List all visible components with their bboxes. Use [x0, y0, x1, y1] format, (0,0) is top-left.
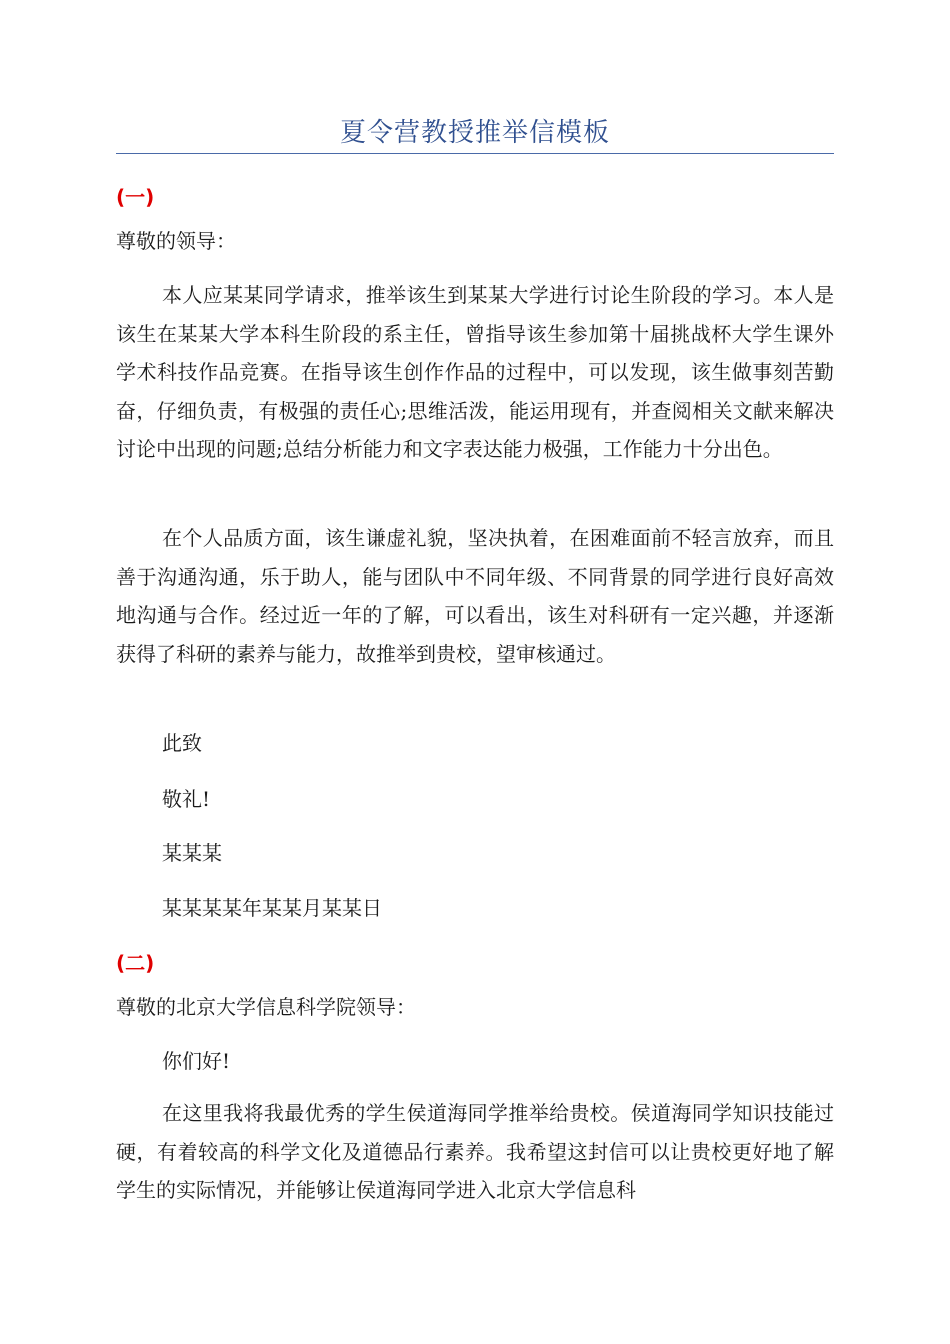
section-1-closing-1: 此致 [162, 731, 202, 755]
section-2-greeting: 你们好! [162, 1049, 231, 1073]
section-1-heading: (一) [116, 185, 155, 209]
section-1-paragraph-1: 本人应某某同学请求，推举该生到某某大学进行讨论生阶段的学习。本人是该生在某某大学本科生阶段的系主任，曾指导该生参加第十届挑战杯大学生课外学术科技作品竞赛。在指导该生创作作品的过程中，可以发现，该生做事刻苦勤奋，仔细负责，有极强的责任心;思维活泼，能运用现有，并查阅相关文献来解决讨论中出现的问题;总结分析能力和文字表达能力极强，工作能力十分出色。 [116, 283, 834, 462]
section-1-salutation: 尊敬的领导： [116, 229, 236, 253]
section-1-date: 某某某某年某某月某某日 [162, 896, 382, 920]
section-1-signer: 某某某 [162, 841, 222, 865]
section-1-paragraph-2: 在个人品质方面，该生谦虚礼貌，坚决执着，在困难面前不轻言放弃，而且善于沟通沟通，乐于助人，能与团队中不同年级、不同背景的同学进行良好高效地沟通与合作。经过近一年的了解，可以看出，该生对科研有一定兴趣，并逐渐获得了科研的素养与能力，故推举到贵校，望审核通过。 [116, 526, 834, 666]
section-2-paragraph-1: 在这里我将我最优秀的学生侯道海同学推举给贵校。侯道海同学知识技能过硬，有着较高的科学文化及道德品行素养。我希望这封信可以让贵校更好地了解学生的实际情况，并能够让侯道海同学进入北京大学信息科 [116, 1101, 834, 1203]
section-1-closing-2: 敬礼! [162, 787, 211, 811]
title-underline [116, 153, 834, 154]
section-2-heading: (二) [116, 951, 155, 975]
section-2-salutation: 尊敬的北京大学信息科学院领导： [116, 995, 416, 1019]
document-title: 夏令营教授推举信模板 [339, 118, 610, 148]
